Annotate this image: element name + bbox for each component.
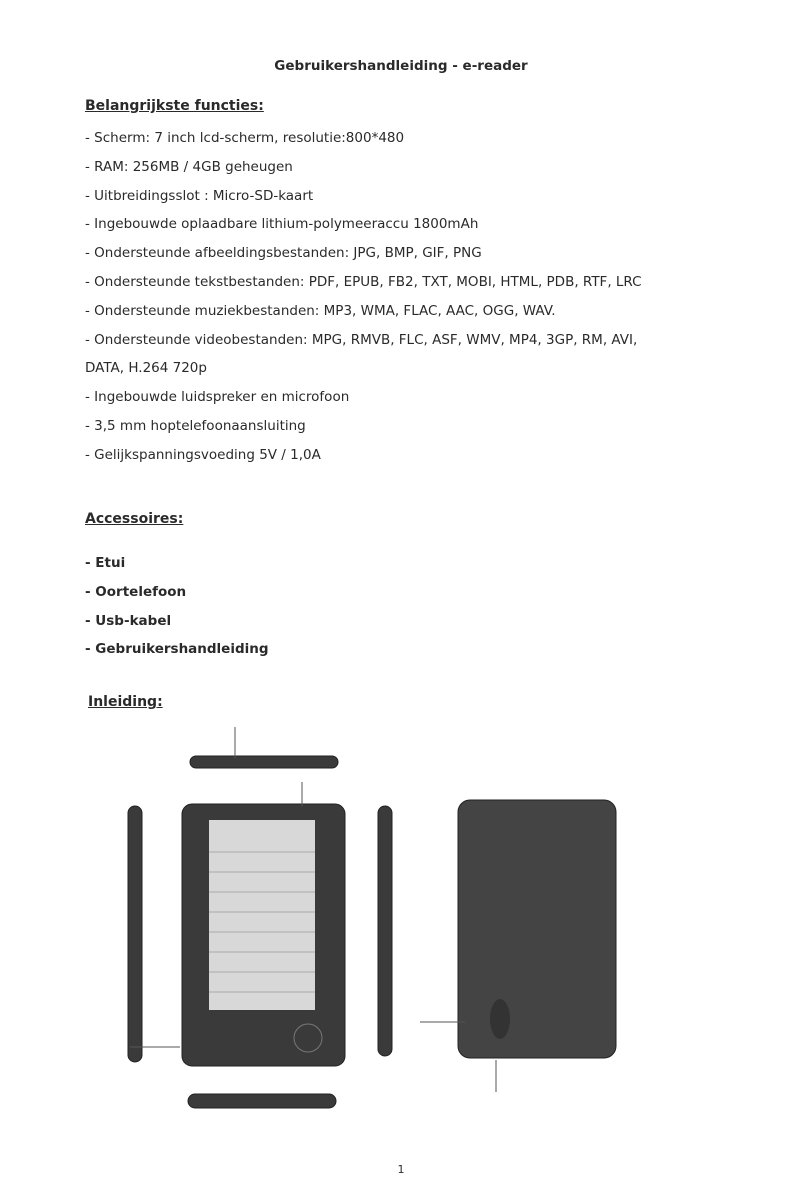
device-screen xyxy=(209,820,315,1010)
device-back xyxy=(458,800,616,1058)
list-item: - RAM: 256MB / 4GB geheugen xyxy=(85,158,293,175)
list-item: - Ondersteunde muziekbestanden: MP3, WMA, FLAC, AAC, OGG, WAV. xyxy=(85,302,556,319)
list-item: - Ondersteunde tekstbestanden: PDF, EPUB, FB2, TXT, MOBI, HTML, PDB, RTF, LRC xyxy=(85,273,642,290)
list-item: - Ingebouwde oplaadbare lithium-polymeeraccu 1800mAh xyxy=(85,216,479,233)
list-item: - Scherm: 7 inch lcd-scherm, resolutie:800*480 xyxy=(85,130,405,146)
e-reader-diagram xyxy=(120,722,680,1142)
device-right-edge xyxy=(378,806,392,1056)
intro-heading: Inleiding: xyxy=(88,694,163,710)
list-item: - Gelijkspanningsvoeding 5V / 1,0A xyxy=(85,446,321,463)
device-left-edge xyxy=(128,806,142,1062)
list-item: DATA, H.264 720p xyxy=(85,360,207,377)
list-item: - Ondersteunde afbeeldingsbestanden: JPG, BMP, GIF, PNG xyxy=(85,245,482,262)
list-item: - Ondersteunde videobestanden: MPG, RMVB, FLC, ASF, WMV, MP4, 3GP, RM, AVI, xyxy=(85,331,638,348)
accessories-heading: Accessoires: xyxy=(85,511,184,527)
features-heading: Belangrijkste functies: xyxy=(85,98,264,114)
page-number: 1 xyxy=(397,1163,405,1176)
list-item: - Uitbreidingsslot : Micro-SD-kaart xyxy=(85,187,314,204)
features-list xyxy=(85,124,642,470)
accessories-list xyxy=(85,549,269,664)
list-item: - Etui xyxy=(85,555,126,571)
device-bottom-edge xyxy=(188,1094,336,1108)
list-item: - Ingebouwde luidspreker en microfoon xyxy=(85,389,350,406)
device-top-edge xyxy=(190,756,338,768)
speaker-grille xyxy=(490,999,510,1039)
list-item: - Gebruikershandleiding xyxy=(85,641,269,658)
list-item: - 3,5 mm hoptelefoonaansluiting xyxy=(85,417,306,434)
list-item: - Usb-kabel xyxy=(85,612,172,629)
document-title: Gebruikershandleiding - e-reader xyxy=(274,58,528,74)
list-item: - Oortelefoon xyxy=(85,583,187,600)
